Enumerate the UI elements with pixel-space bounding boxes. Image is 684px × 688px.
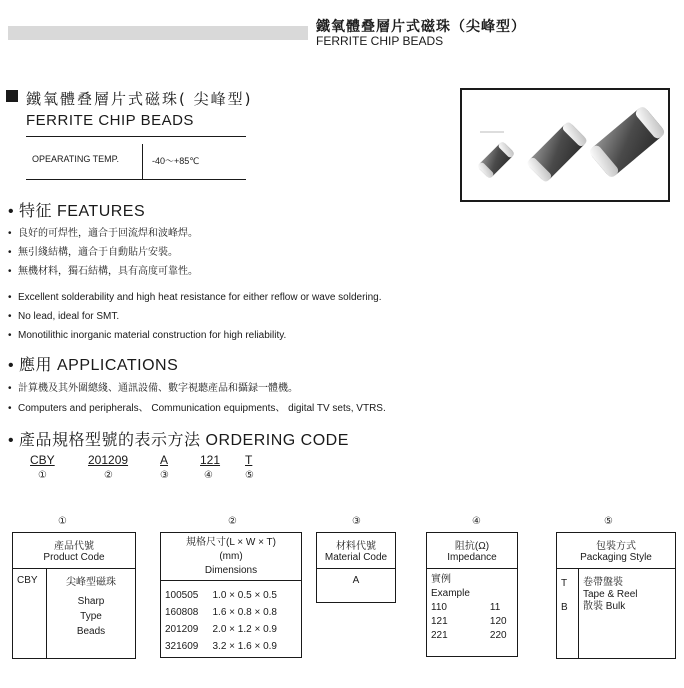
operating-temp-value: -40～+85℃ — [152, 156, 200, 166]
packaging-desc-zh-1: 卷帶盤裝 — [583, 577, 623, 588]
dimensions-size-2: 1.6 × 0.8 × 0.8 — [212, 607, 277, 618]
feature-zh-1-text: 良好的可焊性，適合于回流焊和波峰焊。 — [18, 228, 198, 239]
packaging-codes — [557, 569, 579, 659]
application-en: • Computers and peripherals、 Communication equipments、 digital TV sets, VTRS. — [8, 403, 386, 414]
dimensions-header-en: Dimensions — [204, 565, 258, 576]
application-zh: • 計算機及其外圍總綫、通訊設備、數字視聽產品和攝録一體機。 — [8, 383, 298, 394]
packaging-code-2: B — [561, 602, 568, 613]
impedance-values — [486, 569, 518, 657]
dimensions-size-4: 3.2 × 1.6 × 0.9 — [212, 641, 277, 652]
feature-en-3: • Monotilithic inorganic material construction for high reliability. — [8, 330, 287, 341]
feature-zh-3-text: 無機材料，獨石結構，具有高度可靠性。 — [18, 266, 198, 277]
impedance-value-1: 11 — [489, 602, 501, 613]
feature-en-1-text: Excellent solderability and high heat resistance for either reflow or wave soldering. — [18, 292, 382, 303]
dimensions-code-2: 160808 — [165, 607, 199, 618]
dimensions-size-3: 2.0 × 1.2 × 0.9 — [212, 624, 277, 635]
packaging-table — [556, 532, 676, 659]
product-code-desc-en-3: Beads — [76, 626, 106, 637]
impedance-header — [427, 533, 518, 569]
application-zh-text: 計算機及其外圍總綫、通訊設備、數字視聽產品和攝録一體機。 — [18, 383, 298, 394]
dimensions-table — [160, 532, 302, 658]
feature-en-1: • Excellent solderability and high heat resistance for either reflow or wave soldering. — [8, 292, 382, 303]
product-code-desc-en-2: Type — [80, 611, 102, 622]
packaging-desc-en-2: Bulk — [605, 601, 626, 612]
feature-zh-1: • 良好的可焊性，適合于回流焊和波峰焊。 — [8, 228, 198, 239]
product-code-header — [13, 533, 136, 569]
header-bar — [8, 26, 308, 40]
material-header-zh: 材料代號 — [336, 541, 376, 552]
impedance-code-1: 110 — [431, 602, 447, 613]
feature-en-3-text: Monotilithic inorganic material construction for high reliability. — [18, 330, 287, 341]
material-header — [317, 533, 396, 569]
dimensions-code-4: 321609 — [165, 641, 199, 652]
dimensions-sizes — [209, 581, 302, 658]
impedance-value-2: 120 — [489, 616, 507, 627]
packaging-descs — [579, 569, 676, 659]
impedance-code-2: 121 — [431, 616, 448, 627]
dimensions-code-1: 100505 — [165, 590, 199, 601]
packaging-desc-zh-2: 散裝 — [583, 601, 603, 612]
applications-heading-text: 應用 APPLICATIONS — [19, 357, 179, 374]
product-code-desc-zh: 尖峰型磁珠 — [66, 577, 116, 588]
dimensions-header-zh: 規格尺寸(L × W × T) — [185, 537, 276, 548]
material-header-en: Material Code — [324, 552, 388, 563]
impedance-codes — [427, 569, 486, 657]
ordering-code-part-4: 121 — [200, 453, 221, 467]
impedance-table — [426, 532, 518, 657]
ordering-code-part-1: CBY — [30, 453, 55, 467]
ordering-code-part-2: 201209 — [88, 453, 129, 467]
feature-en-2-text: No lead, ideal for SMT. — [18, 311, 120, 322]
section-square-icon — [6, 90, 18, 102]
features-heading-text: 特征 FEATURES — [19, 203, 146, 220]
header-title-en: FERRITE CHIP BEADS — [316, 34, 444, 48]
ordering-code-num-3: ③ — [160, 470, 169, 481]
impedance-code-3: 221 — [431, 630, 448, 641]
title-divider — [26, 136, 246, 137]
packaging-desc-2 — [583, 601, 671, 613]
dimensions-code-3: 201209 — [165, 624, 199, 635]
ordering-code-heading-text: 產品規格型號的表示方法 ORDERING CODE — [19, 432, 349, 449]
table-num-1: ① — [58, 516, 67, 527]
product-code-desc-en-1: Sharp — [77, 596, 105, 607]
operating-temp-box — [26, 144, 246, 180]
features-heading: • 特征 FEATURES — [8, 203, 146, 220]
product-code-header-zh: 產品代號 — [54, 541, 94, 552]
material-value: A — [317, 569, 396, 603]
operating-temp-label: OPEARATING TEMP. — [32, 154, 120, 164]
feature-zh-2-text: 無引綫結構，適合于自動貼片安裝。 — [18, 247, 178, 258]
impedance-example-zh: 實例 — [431, 574, 451, 585]
ordering-code-num-1: ① — [38, 470, 47, 481]
material-table — [316, 532, 396, 603]
packaging-header — [557, 533, 676, 569]
table-num-4: ④ — [472, 516, 481, 527]
ordering-code-part-5: T — [245, 453, 253, 467]
dimensions-header — [161, 533, 302, 581]
ordering-code-num-4: ④ — [204, 470, 213, 481]
feature-zh-3: • 無機材料，獨石結構，具有高度可靠性。 — [8, 266, 198, 277]
operating-temp-divider — [142, 144, 143, 180]
product-code-header-en: Product Code — [43, 552, 105, 563]
packaging-code-1: T — [561, 578, 568, 589]
ordering-code-part-3: A — [160, 453, 169, 467]
packaging-header-en: Packaging Style — [580, 552, 652, 563]
ordering-code-num-5: ⑤ — [245, 470, 254, 481]
packaging-header-zh: 包裝方式 — [596, 541, 636, 552]
section-title-en: FERRITE CHIP BEADS — [26, 112, 194, 129]
ordering-code-num-2: ② — [104, 470, 113, 481]
ordering-code-heading: • 產品規格型號的表示方法 ORDERING CODE — [8, 432, 349, 449]
table-num-2: ② — [228, 516, 237, 527]
dimensions-codes — [161, 581, 209, 658]
section-title-zh: 鐵氧體叠層片式磁珠( 尖峰型) — [26, 90, 253, 108]
product-code-value: CBY — [13, 569, 47, 659]
dimensions-header-unit: (mm) — [219, 551, 243, 562]
feature-en-2: • No lead, ideal for SMT. — [8, 311, 120, 322]
impedance-header-en: Impedance — [447, 552, 497, 563]
feature-zh-2: • 無引綫結構，適合于自動貼片安裝。 — [8, 247, 178, 258]
product-code-table — [12, 532, 136, 659]
impedance-example-en: Example — [431, 588, 470, 599]
product-photo — [460, 88, 670, 202]
product-code-desc — [47, 569, 136, 659]
table-num-3: ③ — [352, 516, 361, 527]
header-title-zh: 鐵氧體叠層片式磁珠（尖峰型） — [316, 19, 526, 35]
chip-beads-icon — [462, 90, 668, 200]
application-en-text: Computers and peripherals、 Communication equipments、 digital TV sets, VTRS. — [18, 403, 386, 414]
impedance-value-3: 220 — [489, 630, 507, 641]
packaging-desc-en-1: Tape & Reel — [583, 589, 638, 600]
applications-heading: • 應用 APPLICATIONS — [8, 357, 179, 374]
dimensions-size-1: 1.0 × 0.5 × 0.5 — [212, 590, 277, 601]
impedance-header-zh: 阻抗(Ω) — [454, 541, 490, 552]
table-num-5: ⑤ — [604, 516, 613, 527]
